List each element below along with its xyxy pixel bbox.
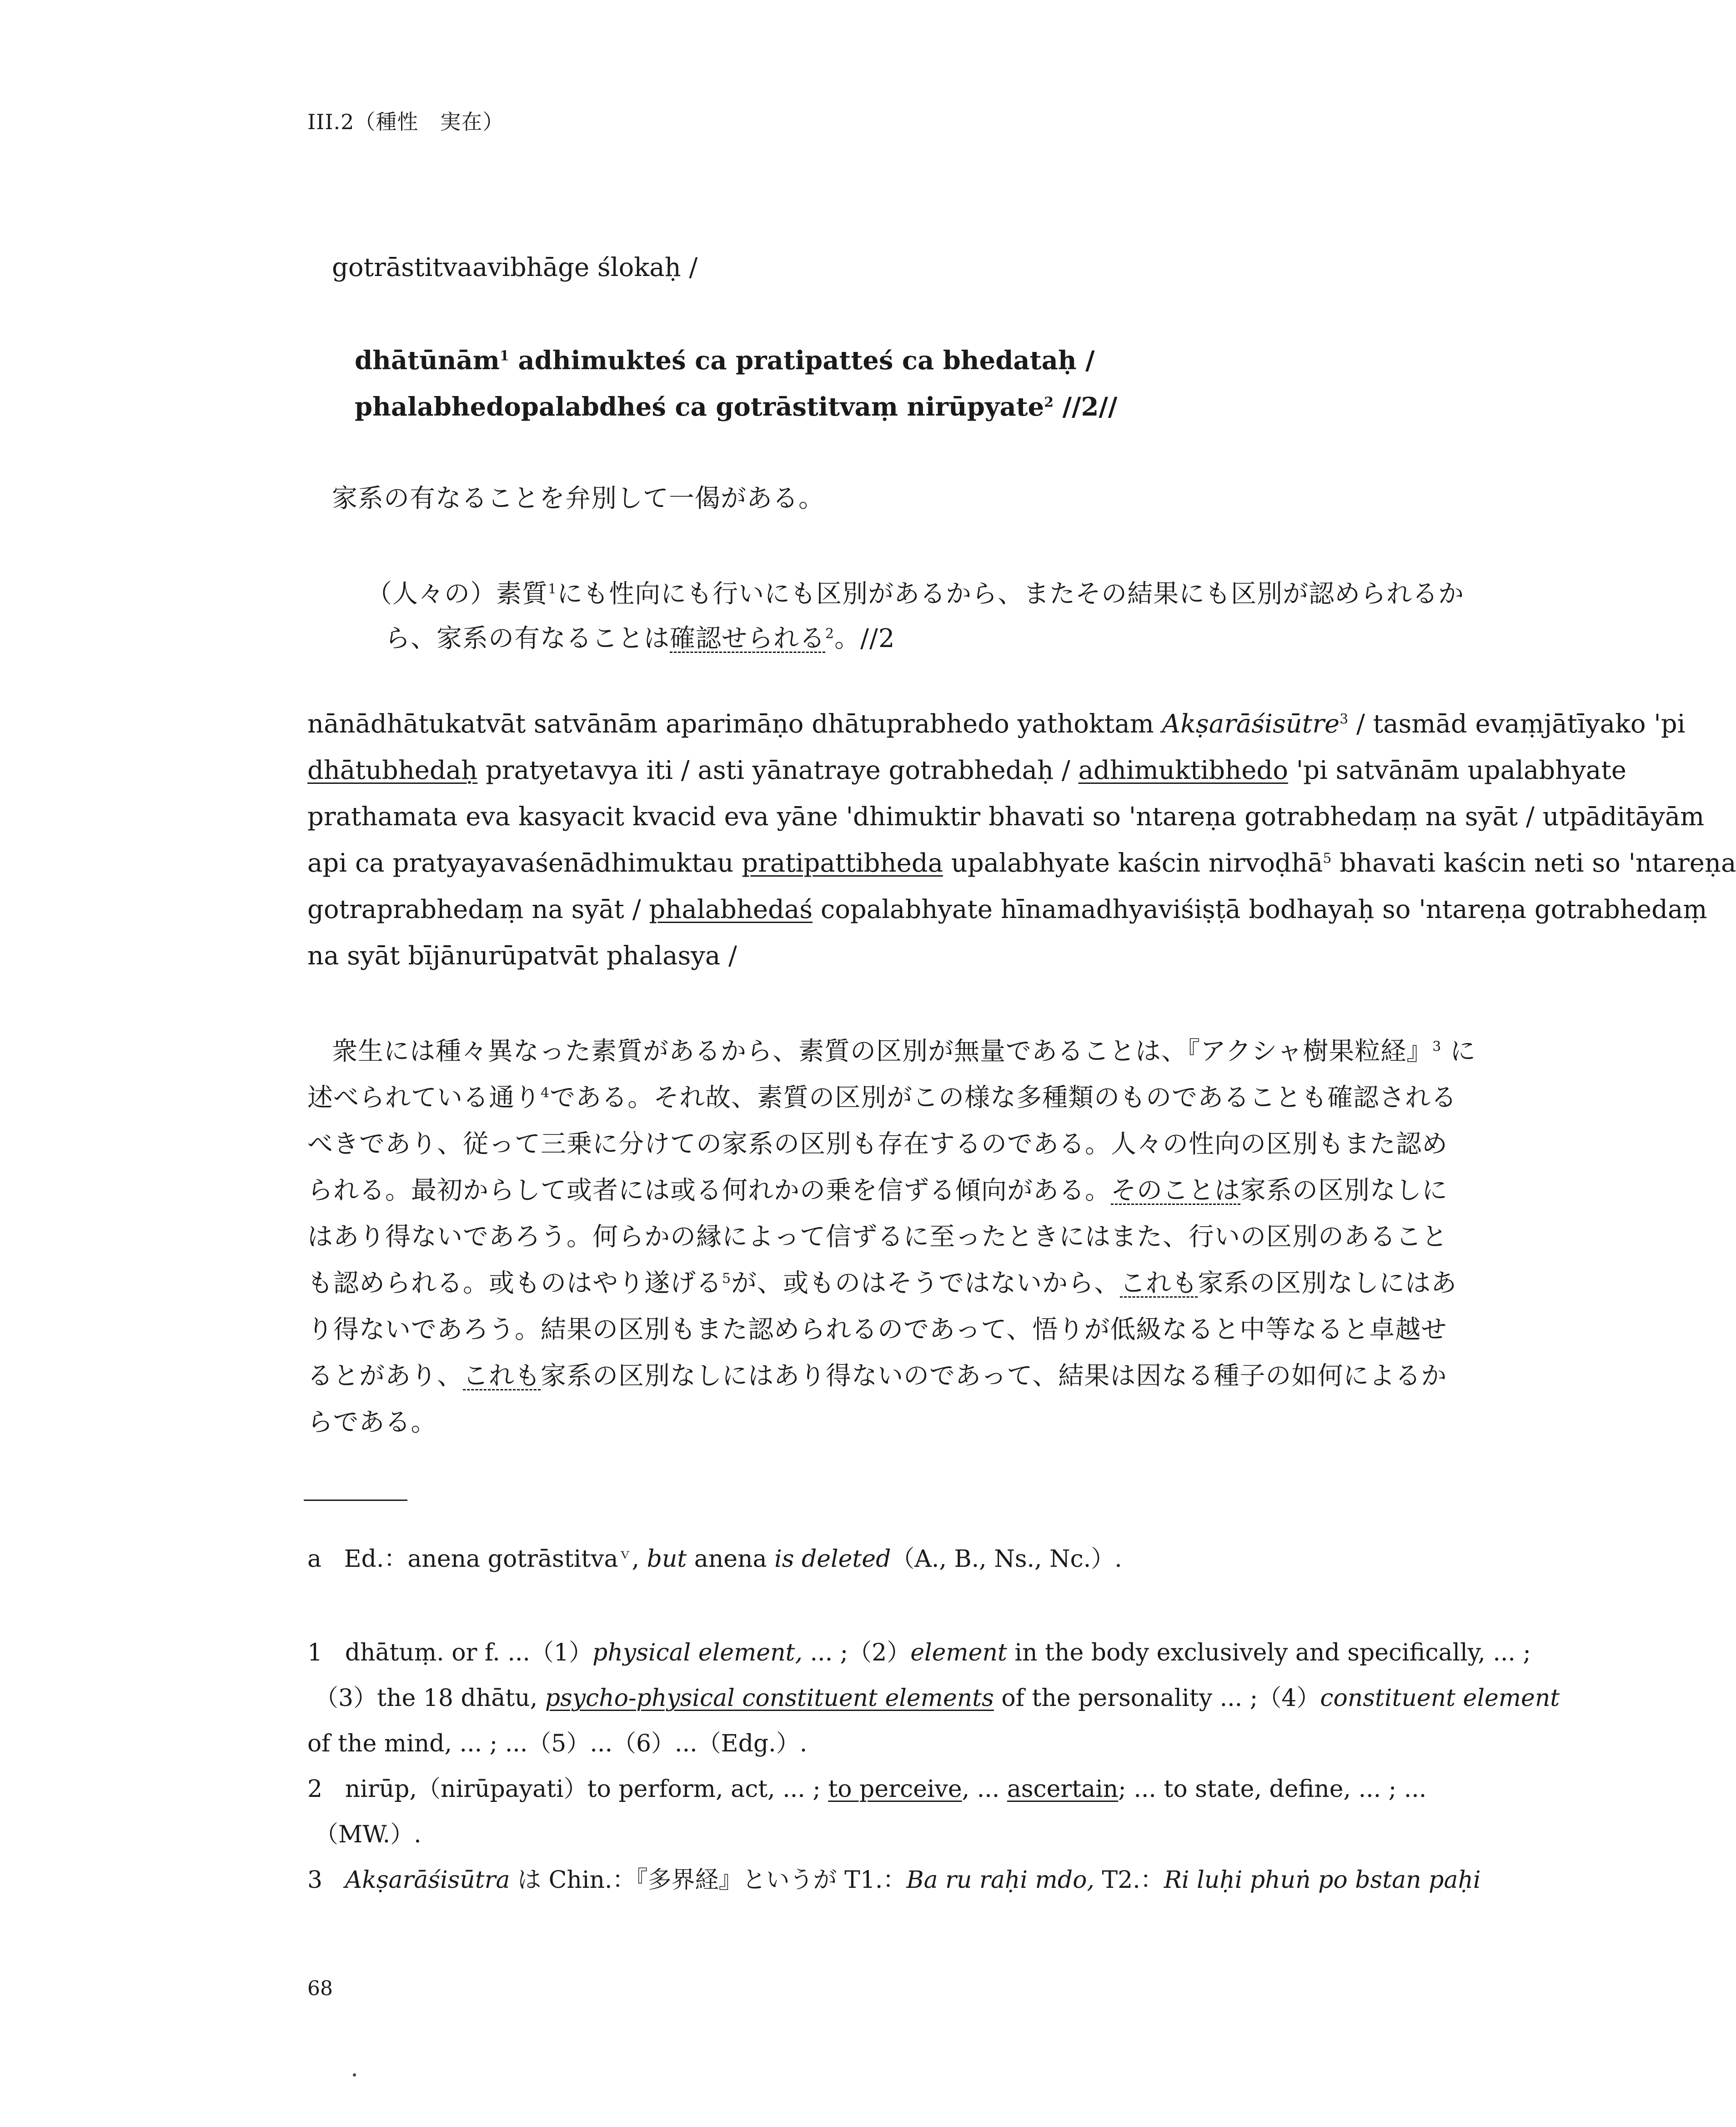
commentary-line-1: nānādhātukatvāt satvānām aparimāṇo dhātuprabhedo yathoktam Akṣarāśisūtre$^3$ / tasmād evaṃjātīyako 'pi [307, 709, 1686, 739]
translation-line-1: 衆生には種々異なった素質があるから、素質の区別が無量であることは、『アクシャ樹果粒経』$^3$ に [332, 1037, 1476, 1066]
note-2-line-1: 2 nirūp,（nirūpayati）to perform, act, ... ; to perceive, ... ascertain; ... to state, define, ... ; ... [307, 1776, 1427, 1803]
page-number: 68 [307, 1977, 333, 2000]
translation-line-2: 述べられている通り$^4$である。それ故、素質の区別がこの様な多種類のものであることも確認される [307, 1083, 1457, 1113]
jp-verse-line-1: （人々の）素質$^1$にも性向にも行いにも区別があるから、またその結果にも区別が認められるか [366, 579, 1465, 609]
commentary-line-2: dhātubhedaḥ pratyetavya iti / asti yānatraye gotrabhedaḥ / adhimuktibhedo 'pi satvānām upalabhyate [307, 756, 1626, 785]
note-a: a Ed.：anena gotrāstitva$^v$, but anena is deleted（A., B., Ns., Nc.）. [307, 1545, 1122, 1573]
jp-verse-line-2: ら、家系の有なることは確認せられる$^2$。//2 [385, 624, 895, 653]
translation-line-4: られる。最初からして或者には或る何れかの乗を信ずる傾向がある。そのことは家系の区別なしに [307, 1176, 1448, 1205]
translation-line-6: も認められる。或ものはやり遂げる$^5$が、或ものはそうではないから、これも家系の区別なしにはあ [307, 1269, 1457, 1298]
note-1-line-3: of the mind, ... ; ...（5）...（6）...（Edg.）. [307, 1730, 808, 1757]
title-line: gotrāstitvaavibhāge ślokaḥ / [332, 253, 698, 282]
running-header: III.2（種性 実在） [307, 110, 504, 134]
verse-line-2: phalabhedopalabdheś ca gotrāstitvaṃ nirūpyate$^2$ //2// [355, 392, 1118, 422]
note-2-line-2: （MW.）. [315, 1821, 421, 1848]
translation-line-7: り得ないであろう。結果の区別もまた認められるのであって、悟りが低級なると中等なると卓越せ [307, 1315, 1447, 1344]
jp-intro: 家系の有なることを弁別して一偈がある。 [332, 484, 824, 513]
note-3-line-1: 3 Akṣarāśisūtra は Chin.：『多界経』というが T1.：Ba ru raḥi mdo, T2.：Ri luḥi phuṅ po bstan paḥi [307, 1866, 1481, 1894]
commentary-line-3: prathamata eva kasyacit kvacid eva yāne 'dhimuktir bhavati so 'ntareṇa gotrabhedaṃ na syāt / utpāditāyām [307, 802, 1705, 832]
note-1-line-2: （3）the 18 dhātu, psycho-physical constituent elements of the personality ... ;（4）constituent element [315, 1685, 1560, 1712]
translation-line-3: べきであり、従って三乗に分けての家系の区別も存在するのである。人々の性向の区別もまた認め [307, 1129, 1448, 1159]
scan-speck [353, 2073, 356, 2077]
verse-line-1: dhātūnām$^1$ adhimukteś ca pratipatteś ca bhedataḥ / [355, 346, 1095, 376]
translation-line-8: るとがあり、これも家系の区別なしにはあり得ないのであって、結果は因なる種子の如何によるか [307, 1361, 1447, 1391]
commentary-line-6: na syāt bījānurūpatvāt phalasya / [307, 941, 737, 971]
note-1-line-1: 1 dhātuṃ. or f. ...（1）physical element, ... ;（2）element in the body exclusively and specifically, ... ; [307, 1639, 1531, 1666]
translation-line-5: はあり得ないであろう。何らかの縁によって信ずるに至ったときにはまた、行いの区別のあること [307, 1222, 1448, 1252]
translation-line-9: らである。 [307, 1408, 437, 1437]
commentary-line-4: api ca pratyayavaśenādhimuktau pratipattibheda upalabhyate kaścin nirvoḍhā$^5$ bhavati kaścin neti so 'ntareṇa [307, 848, 1736, 878]
footnote-rule [304, 1500, 407, 1501]
commentary-line-5: gotraprabhedaṃ na syāt / phalabhedaś copalabhyate hīnamadhyaviśiṣṭā bodhayaḥ so 'ntareṇa gotrabhedaṃ [307, 895, 1707, 924]
